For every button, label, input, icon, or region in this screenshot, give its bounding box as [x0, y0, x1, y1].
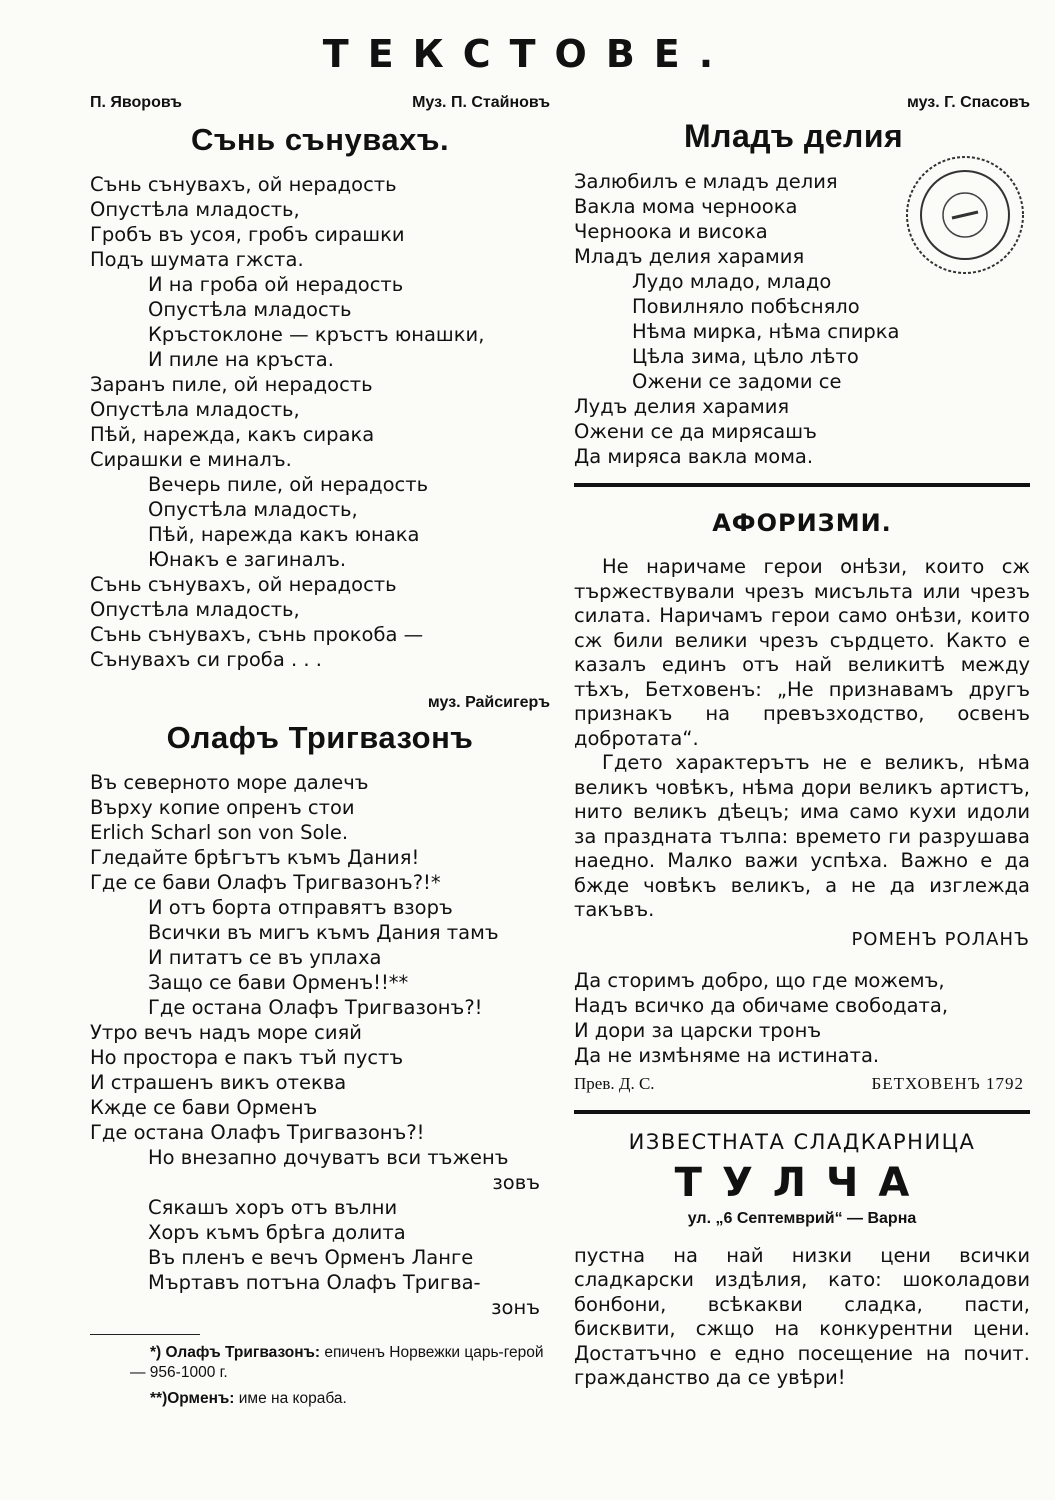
quote-line: И дори за царски тронъ	[574, 1018, 822, 1042]
verse-line: Мъртавъ потъна Олафъ Тригва-	[148, 1271, 481, 1294]
verse-line: Опустѣла младость	[148, 298, 352, 321]
verse-line: Сънь сънувахъ, ой нерадость	[90, 573, 397, 596]
footnote-text: епиченъ Норвежки царь-герой — 956-1000 г.	[130, 1344, 544, 1381]
footnote	[90, 1389, 550, 1409]
library-stamp-icon	[900, 150, 1030, 280]
verse-line: Утро вечъ надъ море сияй	[90, 1021, 362, 1044]
verse-line: Подъ шумата гжста.	[90, 248, 304, 271]
ad-divider	[574, 1110, 1030, 1114]
verse-line: Младъ делия харамия	[574, 245, 805, 268]
section-divider	[574, 483, 1030, 487]
verse-line: Лудъ делия харамия	[574, 395, 790, 418]
song3-title: Младъ делия	[684, 118, 904, 154]
song1-author: П. Яворовъ	[90, 94, 182, 111]
song1-credits	[90, 94, 550, 116]
verse-line: Опустѣла младость,	[90, 198, 300, 221]
verse-line: Хоръ къмъ брѣга долита	[148, 1221, 406, 1244]
verse-line: И отъ борта отправятъ взоръ	[148, 896, 453, 919]
verse-line: Всички въ мигъ къмъ Дания тамъ	[148, 921, 499, 944]
footnotes	[90, 1343, 550, 1409]
quote-author: БЕТХОВЕНЪ 1792	[871, 1073, 1024, 1093]
verse-line: Повилняло побѣсняло	[632, 295, 860, 318]
page-title: ТЕКСТОВЕ.	[322, 32, 733, 76]
aphorisms-title: АФОРИЗМИ.	[712, 509, 892, 537]
aphorisms-text	[574, 555, 1030, 923]
ad-address: ул. „6 Септемврий“ — Варна	[687, 1209, 917, 1227]
verse-line: Но простора е пакъ тъй пустъ	[90, 1046, 404, 1069]
quote-line: Да не измѣняме на истината.	[574, 1043, 880, 1067]
verse-line: Черноока и висока	[574, 220, 768, 243]
verse-line: Сънь сънувахъ, ой нерадость	[90, 173, 397, 196]
verse-line: И страшенъ викъ отеква	[90, 1071, 347, 1094]
verse-line: Нѣма мирка, нѣма спирка	[632, 320, 900, 343]
verse-line: И пиле на кръста.	[148, 348, 334, 371]
verse-line: Залюбилъ е младъ делия	[574, 170, 838, 193]
verse-line: Сънувахъ си гроба . . .	[90, 648, 322, 671]
verse-line: Лудо младо, младо	[632, 270, 832, 293]
ad-shop-name: ТУЛЧА	[674, 1159, 930, 1206]
verse-line: Где се бави Олафъ Тригвазонъ?!*	[90, 871, 441, 894]
song2-verse	[90, 770, 550, 1320]
translator: Прев. Д. С.	[574, 1073, 655, 1093]
verse-line: Ожени се да мирясашъ	[574, 420, 817, 443]
verse-line: Сякашъ хоръ отъ вълни	[148, 1196, 398, 1219]
quote-signature	[574, 1074, 1030, 1100]
verse-line: И на гроба ой нерадость	[148, 273, 404, 296]
right-column	[574, 94, 1030, 1391]
verse-line: Въ пленъ е вечъ Орменъ Ланге	[148, 1246, 474, 1269]
verse-line: Да миряса вакла мома.	[574, 445, 814, 468]
verse-line: Въ северното море далечъ	[90, 771, 369, 794]
verse-line: зонъ	[491, 1296, 540, 1319]
song3-music: муз. Г. Спасовъ	[906, 94, 1030, 111]
footnote-term: **)Орменъ:	[150, 1390, 235, 1407]
footnote-text: име на кораба.	[234, 1390, 347, 1407]
verse-line: Кжде се бави Орменъ	[90, 1096, 318, 1119]
verse-line: Сънь сънувахъ, сънь прокоба —	[90, 623, 424, 646]
song1-title: Сънь сънувахъ.	[190, 122, 450, 157]
verse-line: Гледайте брѣгътъ къмъ Дания!	[90, 846, 420, 869]
verse-line: Где остана Олафъ Тригвазонъ?!	[90, 1121, 425, 1144]
quote-line: Да сторимъ добро, що где можемъ,	[574, 968, 945, 992]
verse-line: Erlich Scharl son von Sole.	[90, 821, 349, 844]
footnote-divider	[90, 1334, 200, 1335]
song1-music: Муз. П. Стайновъ	[412, 94, 550, 111]
verse-line: И питатъ се въ уплаха	[148, 946, 382, 969]
verse-line: Но внезапно дочуватъ вси тъженъ	[148, 1146, 509, 1169]
aphorism-author: РОМЕНЪ РОЛАНЪ	[851, 928, 1030, 950]
verse-line: Ожени се задоми се	[632, 370, 842, 393]
verse-line: Юнакъ е загиналъ.	[148, 548, 347, 571]
beethoven-quote	[574, 968, 1030, 1068]
verse-line: Пѣй, нарежда какъ юнака	[148, 523, 420, 546]
verse-line: зовъ	[492, 1171, 540, 1194]
footnote	[90, 1343, 550, 1383]
verse-line: Вакла мома черноока	[574, 195, 798, 218]
verse-line: Вечерь пиле, ой нерадость	[148, 473, 429, 496]
aphorism-paragraph: Не наричаме герои онѣзи, които сж тържествували чрезъ мисъльта или чрезъ силата. Наричамъ герои само онѣзи, които сж били велики чрезъ сърдцето. Както е казалъ единъ отъ най великитѣ между тѣхъ, Бетховенъ: „Не признавамъ другъ признакъ на превъзходство, освенъ добротата“.	[574, 555, 1030, 750]
song2-title: Олафъ Тригвазонъ	[166, 720, 474, 755]
verse-line: Где остана Олафъ Тригвазонъ?!	[148, 996, 483, 1019]
aphorism-paragraph: Гдето характерътъ не е великъ, нѣма великъ човѣкъ, нѣма дори великъ артистъ, нито великъ дѣецъ; има само кухи идоли за празднатa тълпа: времето ги разрушава наедно. Малко важи успѣха. Важно е да бжде човѣкъ великъ, а не да изглежда такъвъ.	[574, 751, 1030, 921]
verse-line: Опустѣла младость,	[148, 498, 358, 521]
song2-music: муз. Райсигеръ	[427, 694, 550, 711]
song1-verse	[90, 172, 550, 672]
verse-line: Кръстоклоне — кръстъ юнашки,	[148, 323, 485, 346]
left-column	[90, 94, 550, 1415]
ad-text: пустна на най низки цени всички сладкарски издѣлия, като: шоколадови бонбони, всѣкакви сладка, пасти, бисквити, сжщо на конкурентни цени. Достатъчно е едно посещение на почит. гражданство да се увѣри!	[574, 1243, 1030, 1389]
verse-line: Заранъ пиле, ой нерадость	[90, 373, 373, 396]
verse-line: Гробъ въ усоя, гробъ сирашки	[90, 223, 405, 246]
verse-line: Опустѣла младость,	[90, 598, 300, 621]
verse-line: Сирашки е миналъ.	[90, 448, 292, 471]
verse-line: Пѣй, нарежда, какъ сирака	[90, 423, 375, 446]
verse-line: Опустѣла младость,	[90, 398, 300, 421]
verse-line: Върху копие опренъ стои	[90, 796, 355, 819]
ad-header: ИЗВЕСТНАТА СЛАДКАРНИЦА	[628, 1129, 976, 1154]
footnote-term: *) Олафъ Тригвазонъ:	[150, 1344, 321, 1361]
verse-line: Цѣла зима, цѣло лѣто	[632, 345, 859, 368]
verse-line: Защо се бави Орменъ!!**	[148, 971, 409, 994]
quote-line: Надъ всичко да обичаме свободата,	[574, 993, 949, 1017]
